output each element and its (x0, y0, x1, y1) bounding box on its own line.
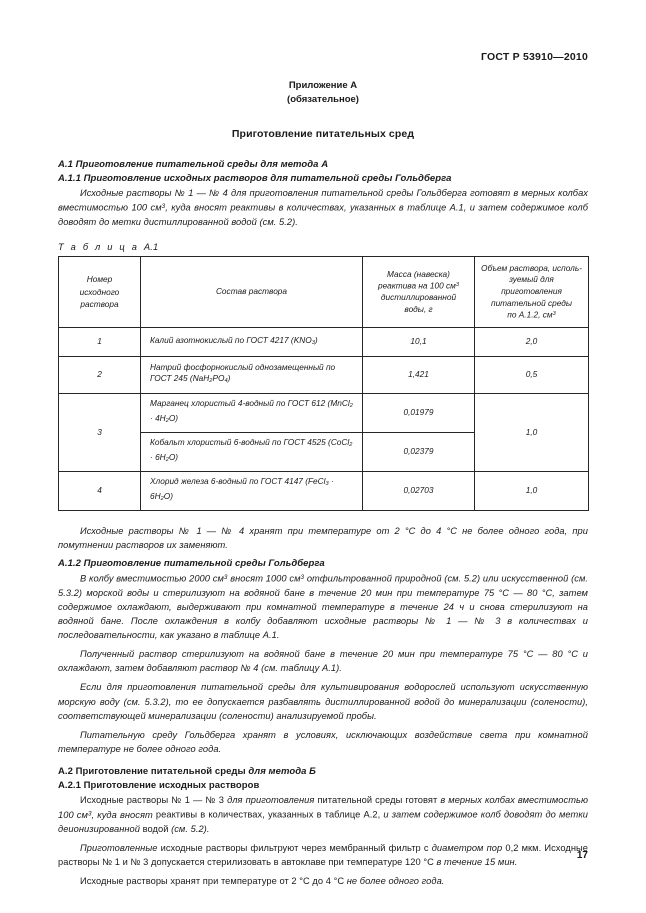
header-line: зуемый для приготовления (501, 274, 562, 296)
table-caption (58, 242, 588, 252)
header-line: Объем раствора, исполь- (481, 262, 582, 273)
document-body (58, 128, 588, 888)
header-line: воды, г (404, 303, 433, 314)
cell-number: 4 (59, 471, 141, 510)
heading-a2-part1: A.2 Приготовление питательной среды (58, 765, 249, 777)
heading-a2 (58, 765, 588, 779)
header-cell-number (59, 256, 141, 327)
page-title: Приготовление питательных сред (231, 128, 415, 140)
cell-number: 1 (59, 327, 141, 356)
paragraph-a12-p2: Полученный раствор стерилизуют на водяной бане в течение 20 мин при температуре 75 °С — 80 °С и охлаждают, затем добавляют раствор № 4 (см. таблицу А.1). (58, 649, 588, 674)
paragraph-a12-p4: Питательную среду Гольдберга хранят в условиях, исключающих воздействие света при комнатной температуре не более одного года. (58, 729, 588, 754)
cell-volume: 0,5 (475, 356, 589, 393)
paragraph-a12-p3: Если для приготовления питательной среды для культивирования водорослей используют искусственную морскую воду (см. 5.3.2), то ее допускается разбавлять дистиллированной водой до минерализации (солености), соответствующей минерализации (солености) анализируемой пробы. (58, 682, 588, 721)
cell-mass: 10,1 (363, 327, 475, 356)
paragraph-a21-p2: Приготовленные исходные растворы фильтруют через мембранный фильтр с диаметром пор 0,2 мкм. Исходные растворы № 1 и № 3 допускается стерилизовать в автоклаве при температуре 120 °С в течение 15 мин. (58, 842, 589, 867)
header-line: Номер (86, 274, 113, 285)
heading-a21: A.2.1 Приготовление исходных растворов (58, 779, 260, 791)
paragraph-a21-p3: Исходные растворы хранят при температуре от 2 °С до 4 °С не более одного года. (80, 875, 445, 886)
cell-volume: 2,0 (475, 327, 589, 356)
cell-mass: 0,01979 (363, 393, 475, 432)
cell-volume: 1,0 (475, 471, 589, 510)
paragraph-a12-p1: В колбу вместимостью 2000 $см^3$ вносят 1000 $см^3$ отфильтрованной природной (см. 5.2) или искусственной (см. 5.3.2) морской воды и стерилизуют на водяной бане в течение 20 мин при температуре 75 °С — 80 °С, затем содержимое охлаждают, выдерживают при комнатной температуре в течение 24 ч и снова стерилизуют на водяной бане. После охлаждения в колбу добавляют исходные растворы № 1 — № 3 в количествах и последовательности, как указано в таблице А.1. (58, 573, 589, 641)
cell-composition: Марганец хлористый 4-водный по ГОСТ 612 (MnCl$_2$ · $4H_2O$) (141, 393, 363, 432)
cell-volume: 1,0 (475, 393, 589, 471)
header-cell-volume: Объем раствора, исполь- зуемый для приготовления питательной среды по А.1.2, $см^3$ (475, 256, 589, 327)
header-line: питательной среды (491, 297, 572, 308)
cell-mass: 0,02379 (363, 432, 475, 471)
annex-title: Приложение А (288, 80, 358, 91)
header-line: дистиллированной (380, 292, 457, 303)
heading-a11: A.1.1 Приготовление исходных растворов для питательной среды Гольдберга (58, 173, 452, 184)
cell-composition: Хлорид железа 6-водный по ГОСТ 4147 (FeCl$_3$ · $6H_2O$) (141, 471, 363, 510)
heading-a2-part2: для метода Б (248, 765, 316, 777)
annex-subtitle: (обязательное) (287, 93, 359, 105)
heading-a1: A.1 Приготовление питательной среды для метода А (58, 159, 329, 170)
header-line: Состав раствора (215, 286, 288, 297)
table-row (59, 327, 589, 356)
paragraph-a21-p1: Исходные растворы № 1 — № 3 для приготовления питательной среды готовят в мерных колбах вместимостью 100 $см^3$, куда вносят реактивы в количествах, указанных в таблице А.2, и затем содержимое колб доводят до метки деионизированной водой (см. 5.2). (58, 794, 588, 834)
table-caption-number: А.1 (143, 241, 159, 252)
header-line: Масса (навеска) (387, 268, 450, 279)
cell-number: 3 (59, 393, 141, 471)
cell-composition: Калий азотнокислый по ГОСТ 4217 $(KNO_3)$ (141, 327, 363, 356)
table-caption-word: Т а б л и ц а (58, 241, 144, 252)
heading-a12: A.1.2 Приготовление питательной среды Гольдберга (58, 558, 325, 570)
annex-caption (0, 79, 646, 106)
header-line: исходного (79, 286, 120, 297)
table-row (59, 356, 589, 393)
cell-number: 2 (59, 356, 141, 393)
running-head: ГОСТ Р 53910—2010 (480, 51, 588, 63)
cell-mass: 0,02703 (363, 471, 475, 510)
table-row (59, 471, 589, 510)
cell-composition: Натрий фосфорнокислый однозамещенный по ГОСТ 245 $(NaH_2PO_4)$ (141, 356, 363, 393)
header-line: раствора (80, 299, 119, 310)
table-row (59, 393, 589, 432)
header-cell-mass: Масса (навеска) реактива на 100 $см^3$ дистиллированной воды, г (363, 256, 475, 327)
cell-composition: Кобальт хлористый 6-водный по ГОСТ 4525 (CoCl$_2$ · $6H_2O$) (141, 432, 363, 471)
page-number: 17 (576, 850, 588, 861)
paragraph-intro: Исходные растворы № 1 — № 4 для приготовления питательной среды Гольдберга готовят в мерных колбах вместимостью 100 $см^3$, куда вносят реактивы в количествах, указанных в таблице А.1, и затем содержимое колб доводят до метки дистиллированной водой (см. 5.2). (58, 188, 588, 227)
table-header-row (59, 256, 589, 327)
header-cell-composition (141, 256, 363, 327)
table-a1 (58, 256, 589, 511)
cell-mass: 1,421 (363, 356, 475, 393)
paragraph-storage-1: Исходные растворы № 1 — № 4 хранят при температуре от 2 °С до 4 °С не более одного года, при помутнении растворов их заменяют. (58, 525, 588, 551)
